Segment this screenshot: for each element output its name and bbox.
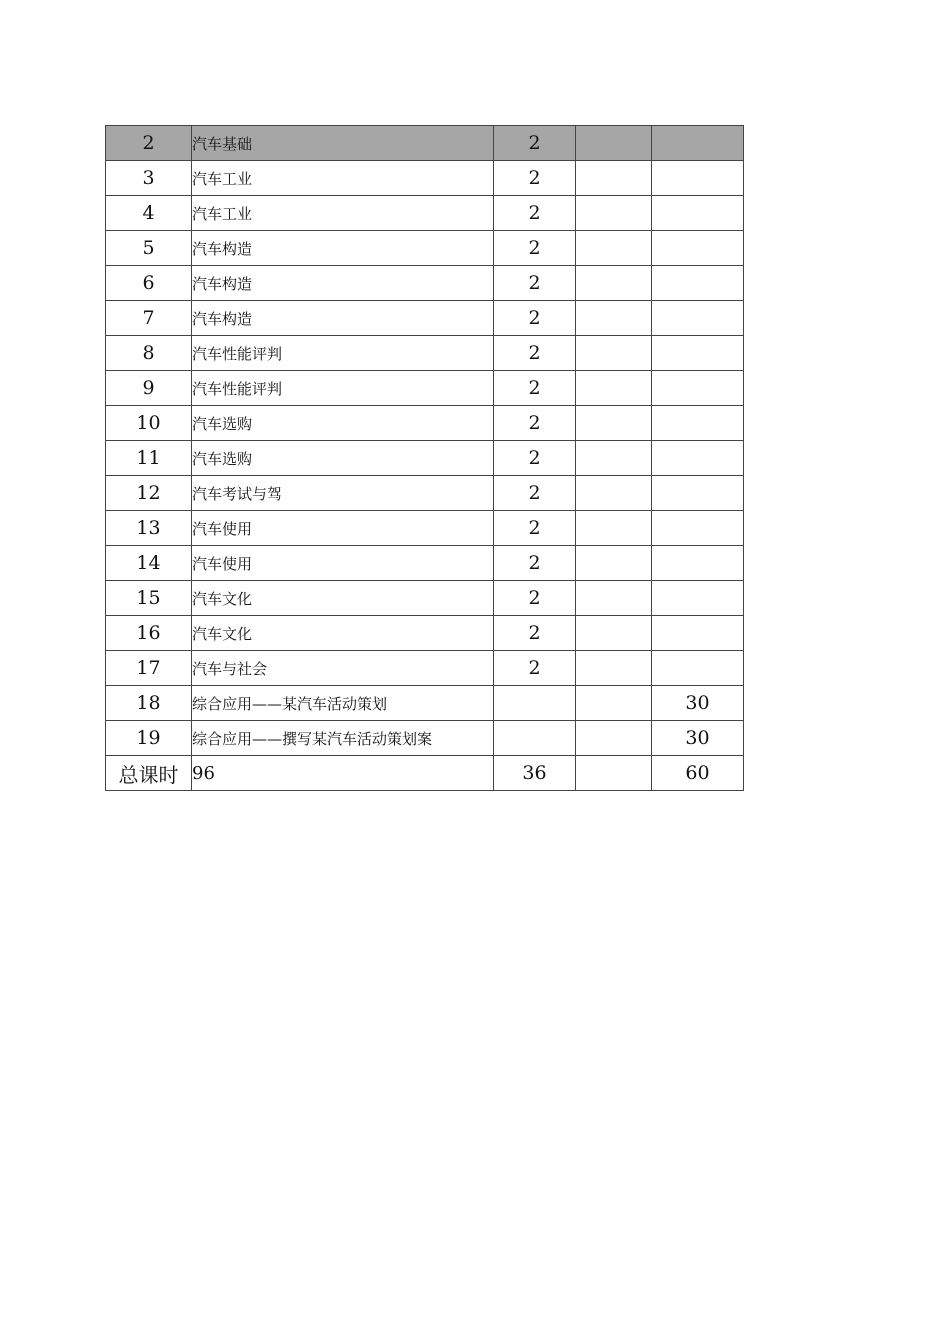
lesson-col5 [652, 336, 744, 371]
table-row [106, 371, 744, 406]
lesson-hours: 2 [494, 406, 576, 441]
lesson-col5 [652, 406, 744, 441]
table-row [106, 336, 744, 371]
lesson-topic: 汽车使用 [192, 546, 494, 581]
lesson-hours: 2 [494, 616, 576, 651]
lesson-number: 16 [106, 616, 192, 651]
lesson-col5 [652, 546, 744, 581]
lesson-hours [494, 721, 576, 756]
table-row [106, 581, 744, 616]
lesson-col5: 30 [652, 721, 744, 756]
lesson-hours: 2 [494, 126, 576, 161]
lesson-topic: 汽车性能评判 [192, 336, 494, 371]
total-topic-hours: 96 [192, 756, 494, 791]
lesson-col5 [652, 476, 744, 511]
lesson-col4 [576, 721, 652, 756]
table-row [106, 231, 744, 266]
lesson-hours: 2 [494, 581, 576, 616]
table-row [106, 301, 744, 336]
lesson-number: 14 [106, 546, 192, 581]
lesson-hours [494, 686, 576, 721]
lesson-topic: 综合应用——某汽车活动策划 [192, 686, 494, 721]
course-schedule-table [105, 125, 744, 791]
lesson-hours: 2 [494, 371, 576, 406]
total-hours: 36 [494, 756, 576, 791]
lesson-col5 [652, 616, 744, 651]
table-row [106, 721, 744, 756]
lesson-col4 [576, 651, 652, 686]
lesson-topic: 汽车文化 [192, 581, 494, 616]
lesson-col5 [652, 266, 744, 301]
lesson-col5: 30 [652, 686, 744, 721]
total-col5: 60 [652, 756, 744, 791]
lesson-col4 [576, 301, 652, 336]
lesson-col4 [576, 441, 652, 476]
lesson-col5 [652, 196, 744, 231]
total-row [106, 756, 744, 791]
lesson-col5 [652, 651, 744, 686]
table-row [106, 406, 744, 441]
lesson-number: 19 [106, 721, 192, 756]
lesson-number: 17 [106, 651, 192, 686]
lesson-topic: 汽车性能评判 [192, 371, 494, 406]
lesson-col4 [576, 336, 652, 371]
lesson-number: 4 [106, 196, 192, 231]
table-row [106, 686, 744, 721]
lesson-hours: 2 [494, 546, 576, 581]
lesson-number: 5 [106, 231, 192, 266]
table-row [106, 441, 744, 476]
lesson-col4 [576, 266, 652, 301]
lesson-col4 [576, 231, 652, 266]
table-row [106, 616, 744, 651]
lesson-number: 3 [106, 161, 192, 196]
lesson-number: 9 [106, 371, 192, 406]
lesson-number: 18 [106, 686, 192, 721]
lesson-topic: 汽车构造 [192, 266, 494, 301]
lesson-hours: 2 [494, 476, 576, 511]
lesson-number: 11 [106, 441, 192, 476]
lesson-col4 [576, 686, 652, 721]
lesson-col5 [652, 441, 744, 476]
lesson-topic: 汽车使用 [192, 511, 494, 546]
lesson-number: 15 [106, 581, 192, 616]
lesson-hours: 2 [494, 161, 576, 196]
total-label: 总课时 [106, 756, 192, 791]
lesson-topic: 汽车基础 [192, 126, 494, 161]
lesson-col4 [576, 196, 652, 231]
lesson-number: 7 [106, 301, 192, 336]
lesson-col5 [652, 126, 744, 161]
lesson-number: 8 [106, 336, 192, 371]
lesson-hours: 2 [494, 336, 576, 371]
lesson-hours: 2 [494, 196, 576, 231]
lesson-col5 [652, 581, 744, 616]
lesson-hours: 2 [494, 301, 576, 336]
lesson-col4 [576, 511, 652, 546]
lesson-number: 2 [106, 126, 192, 161]
lesson-topic: 汽车工业 [192, 196, 494, 231]
table-row [106, 126, 744, 161]
lesson-col4 [576, 581, 652, 616]
table-row [106, 511, 744, 546]
lesson-hours: 2 [494, 511, 576, 546]
lesson-topic: 汽车文化 [192, 616, 494, 651]
lesson-topic: 汽车考试与驾 [192, 476, 494, 511]
lesson-col5 [652, 371, 744, 406]
total-col4 [576, 756, 652, 791]
lesson-col4 [576, 161, 652, 196]
lesson-col5 [652, 231, 744, 266]
lesson-hours: 2 [494, 231, 576, 266]
table-row [106, 266, 744, 301]
lesson-number: 12 [106, 476, 192, 511]
lesson-col4 [576, 476, 652, 511]
lesson-col5 [652, 161, 744, 196]
table-row [106, 161, 744, 196]
lesson-topic: 汽车选购 [192, 441, 494, 476]
lesson-col5 [652, 511, 744, 546]
lesson-topic: 综合应用——撰写某汽车活动策划案 [192, 721, 494, 756]
table-row [106, 651, 744, 686]
table-row [106, 476, 744, 511]
table-row [106, 196, 744, 231]
lesson-number: 10 [106, 406, 192, 441]
lesson-col4 [576, 406, 652, 441]
lesson-col4 [576, 371, 652, 406]
lesson-topic: 汽车工业 [192, 161, 494, 196]
lesson-topic: 汽车与社会 [192, 651, 494, 686]
lesson-hours: 2 [494, 266, 576, 301]
lesson-col5 [652, 301, 744, 336]
lesson-topic: 汽车构造 [192, 231, 494, 266]
lesson-number: 13 [106, 511, 192, 546]
lesson-col4 [576, 546, 652, 581]
table-row [106, 546, 744, 581]
lesson-col4 [576, 616, 652, 651]
lesson-topic: 汽车构造 [192, 301, 494, 336]
lesson-col4 [576, 126, 652, 161]
lesson-hours: 2 [494, 441, 576, 476]
lesson-hours: 2 [494, 651, 576, 686]
lesson-number: 6 [106, 266, 192, 301]
lesson-topic: 汽车选购 [192, 406, 494, 441]
